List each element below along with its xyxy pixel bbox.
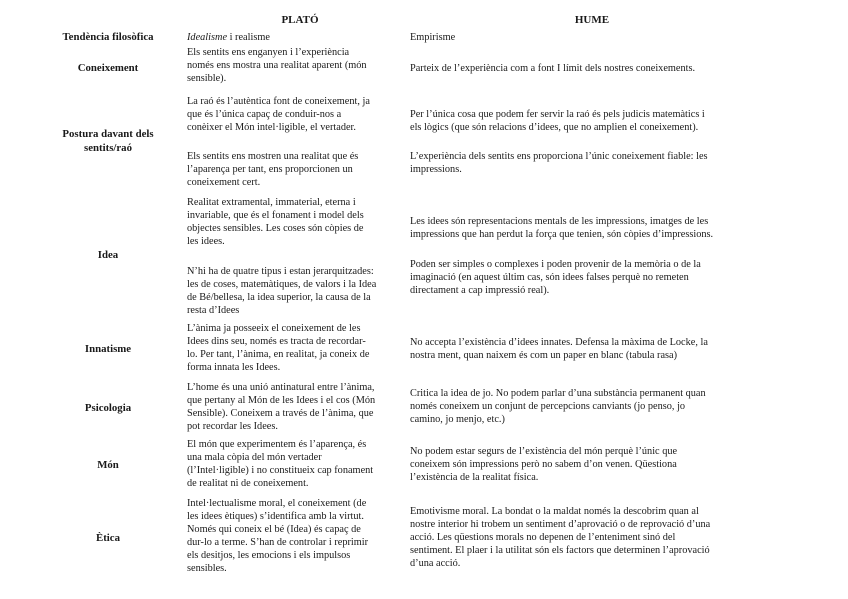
text-line: No podem estar segurs de l’existència del món perquè l’únic que (410, 446, 678, 457)
etica-plato (187, 497, 368, 575)
text-line: impressions. (410, 164, 462, 175)
text-line: resta d’Idees (187, 305, 240, 316)
text-line: les de coses, matemàtiques, de valors i la Idea (187, 279, 377, 290)
text-line: Postura davant dels (62, 128, 154, 140)
postura-plato-a (187, 95, 370, 134)
row-label-psicologia: Psicologia (84, 402, 132, 414)
text-line: conèixer el Món intel·ligible, el vertader. (187, 122, 356, 133)
text-line: acció. Les qüestions morals no depenen de l’enteniment sinó del (410, 532, 676, 543)
row-label-etica: Ètica (96, 532, 120, 544)
text-line: N’hi ha de quatre tipus i estan jerarquitzades: (187, 266, 374, 277)
text-line: Els sentits ens mostren una realitat que és (187, 151, 359, 162)
mon-hume (410, 445, 677, 484)
coneixement-hume (410, 62, 695, 75)
text-line: nostre interior hi trobem un sentiment d’aprovació o de reprovació d’una (410, 519, 711, 530)
text-line: d’una acció. (410, 558, 461, 569)
idea-hume-b (410, 258, 701, 297)
text-line: sentiment. El plaer i la utilitat són els factors que determinen l’aprovació (410, 545, 710, 556)
text-line: Només qui coneix el bé (Idea) és capaç de (187, 524, 361, 535)
etica-hume (410, 505, 710, 570)
text-line: sensibles. (187, 563, 227, 574)
text-line: pot recordar les Idees. (187, 421, 278, 432)
text-line: només ens mostra una realitat aparent (món (187, 60, 367, 71)
text-line: Els sentits ens enganyen i l’experiència (187, 47, 350, 58)
text-line: Realitat extramental, immaterial, eterna i (187, 197, 356, 208)
text-line: que pertany al Món de les Idees i el cos (Món (187, 395, 376, 406)
text-line: coneixem són impressions però no sabem d’on venen. Qüestiona (410, 459, 677, 470)
text-line: coneixement cert. (187, 177, 261, 188)
text-line: L’experiència dels sentits ens proporciona l’únic coneixement fiable: les (410, 151, 708, 162)
text-line: Per l’única cosa que podem fer servir la raó és pels judicis matemàtics i (410, 109, 705, 120)
text-line: imaginació (en aquest últim cas, són idees falses perquè no remeten (410, 272, 689, 283)
text-line: l’existència de la realitat física. (410, 472, 539, 483)
text-line: de Bé/bellesa, la idea superior, la causa de la (187, 292, 371, 303)
text-line: dur-lo a terme. S’han de controlar i reprimir (187, 537, 369, 548)
text-line: els lògics (que són relacions d’idees, que no amplien el coneixement). (410, 122, 699, 133)
header-plato: PLATÓ (281, 14, 319, 26)
text-line: Les idees són representacions mentals de les impressions, imatges de les (410, 216, 709, 227)
text-line: els desitjos, les emocions i els impulsos (187, 550, 351, 561)
text-line: Poden ser simples o complexes i poden provenir de la memòria o de la (410, 259, 701, 270)
text-line: les idees. (187, 236, 225, 247)
text-line: Critica la idea de jo. No podem parlar d’una substància permanent quan (410, 388, 706, 399)
innatisme-plato (187, 322, 369, 374)
text-line: Idees dins seu, només es tracta de recordar- (187, 336, 366, 347)
text-line: sentits/raó (84, 141, 132, 154)
tendencia-plato: Idealisme i realisme (187, 32, 270, 43)
postura-hume-a (410, 108, 705, 134)
row-label-mon: Món (97, 459, 119, 471)
text-line: només coneixem un conjunt de percepcions canviants (jo penso, jo (410, 401, 686, 412)
row-label-postura (48, 128, 168, 155)
text-line: impressions que han perdut la força que tenien, són còpies d’impressions. (410, 229, 714, 240)
tendencia-hume: Empirisme (410, 32, 456, 43)
text-line: Sensible). Coneixem a través de l’ànima, que (187, 408, 374, 419)
mon-plato (187, 438, 373, 490)
text-line: La raó és l’autèntica font de coneixement, ja (187, 96, 370, 107)
row-label-tendencia: Tendència filosòfica (62, 31, 154, 43)
text-line: Intel·lectualisme moral, el coneixement (de (187, 498, 367, 509)
text-line: nostra ment, quan naixem és com un paper en blanc (tabula rasa) (410, 350, 678, 361)
text-line: de realitat ni de coneixement. (187, 478, 309, 489)
innatisme-hume (410, 336, 708, 362)
idea-plato-a (187, 196, 364, 248)
text-line: (l’Intel·ligible) i no constitueix cap fonament (187, 465, 374, 476)
coneixement-plato (187, 46, 367, 85)
text-line: sensible). (187, 73, 227, 84)
text-line: les idees ètiques) s’identifica amb la virtut. (187, 511, 364, 522)
text-line: objectes sensibles. Les coses són còpies de (187, 223, 364, 234)
idea-plato-b (187, 265, 376, 317)
text-line: Parteix de l’experiència com a font I límit dels nostres coneixements. (410, 63, 696, 74)
text-line: El món que experimentem és l’aparença, és (187, 439, 367, 450)
text-line: L’ànima ja posseeix el coneixement de les (187, 323, 361, 334)
row-label-innatisme: Innatisme (84, 343, 132, 355)
psicologia-hume (410, 387, 706, 426)
text-line: Emotivisme moral. La bondat o la maldat només la descobrim quan al (410, 506, 699, 517)
text-line: invariable, que és el fonament i model dels (187, 210, 364, 221)
row-label-coneixement: Coneixement (77, 62, 139, 74)
header-hume: HUME (574, 14, 610, 26)
text-line: directament a cap impressió real). (410, 285, 550, 296)
text-line: L’home és una unió antinatural entre l’ànima, (187, 382, 375, 393)
row-label-idea: Idea (97, 249, 119, 261)
text-line: lo. Per tant, l’ànima, en realitat, ja coneix de (187, 349, 370, 360)
text-line: l’aparença per tant, ens proporcionen un (187, 164, 353, 175)
text-line: camino, jo menjo, etc.) (410, 414, 505, 425)
text-line: No accepta l’existència d’idees innates. Defensa la màxima de Locke, la (410, 337, 708, 348)
postura-hume-b (410, 150, 708, 176)
text-line: que és l’única capaç de conduir-nos a (187, 109, 342, 120)
idea-hume-a (410, 215, 713, 241)
text-line: forma innata les Idees. (187, 362, 281, 373)
psicologia-plato (187, 381, 375, 433)
postura-plato-b (187, 150, 358, 189)
text-line: una mala còpia del món vertader (187, 452, 322, 463)
